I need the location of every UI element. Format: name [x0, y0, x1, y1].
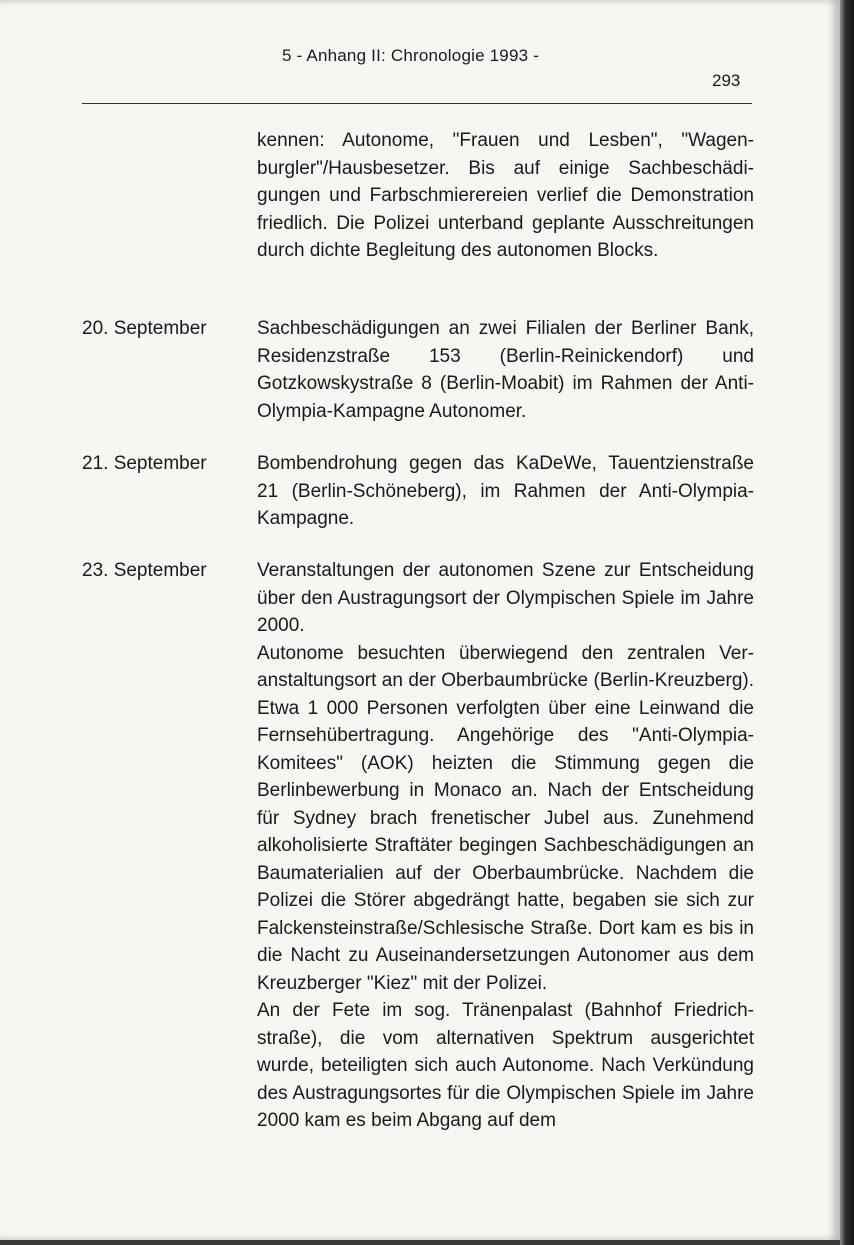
running-header: 5 - Anhang II: Chronologie 1993 -	[282, 46, 540, 65]
entry-body	[257, 450, 754, 533]
entry-body	[257, 127, 754, 265]
entry-date: 21. September	[82, 453, 207, 474]
paragraph: Sachbeschädigungen an zwei Filialen der Berliner Bank, Residenzstraße 153 (Berlin-Reinickendorf) und Gotzkowskystraße 8 (Berlin-Moabit) im Rahmen der Anti-Olympia-Kampagne Autonomer.	[257, 318, 754, 422]
entry-date: 20. September	[82, 318, 207, 339]
paragraph: Bombendrohung gegen das KaDeWe, Tauentzienstraße 21 (Berlin-Schöneberg), im Rahmen der Anti-Olympia-Kampagne.	[257, 453, 754, 529]
book-spine-edge	[840, 0, 854, 1245]
paragraph: Autonome besuchten überwiegend den zentralen Veranstaltungsort an der Oberbaumbrücke (Berlin-Kreuzberg). Etwa 1 000 Personen verfolgten über eine Leinwand die Fernsehübertragung. Angehörige des "Anti-Olympia-Komitees" (AOK) heizten die Stimmung gegen die Berlinbewerbung in Monaco an. Nach der Entscheidung für Sydney brach frenetischer Jubel aus. Zunehmend alkoholisierte Straftäter begingen Sachbeschädigungen an Baumaterialien auf der Oberbaumbrücke. Nachdem die Polizei die Störer abgedrängt hatte, begaben sie sich zur Falckensteinstraße/Schlesische Straße. Dort kam es bis in die Nacht zu Auseinandersetzungen Autonomer aus dem Kreuzberger "Kiez" mit der Polizei.	[257, 642, 754, 994]
page-number: 293	[712, 71, 741, 90]
entry-body	[257, 557, 754, 1135]
entry-body	[257, 315, 754, 425]
paragraph: kennen: Autonome, "Frauen und Lesben", "Wagenburgler"/Hausbesetzer. Bis auf einige Sachbeschädigungen und Farbschmierereien verlief die Demonstration friedlich. Die Polizei unterband geplante Ausschreitungen durch dichte Begleitung des autonomen Blocks.	[257, 130, 754, 261]
entry-date: 23. September	[82, 560, 207, 581]
header-divider	[82, 103, 752, 104]
paragraph: Veranstaltungen der autonomen Szene zur Entscheidung über den Austragungsort der Olympischen Spiele im Jahre 2000.	[257, 560, 754, 636]
paragraph: An der Fete im sog. Tränenpalast (Bahnhof Friedrichstraße), die vom alternativen Spektrum ausgerichtet wurde, beteiligten sich auch Autonome. Nach Verkündung des Austragungsortes für die Olympischen Spiele im Jahre 2000 kam es beim Abgang auf dem	[257, 1000, 754, 1131]
